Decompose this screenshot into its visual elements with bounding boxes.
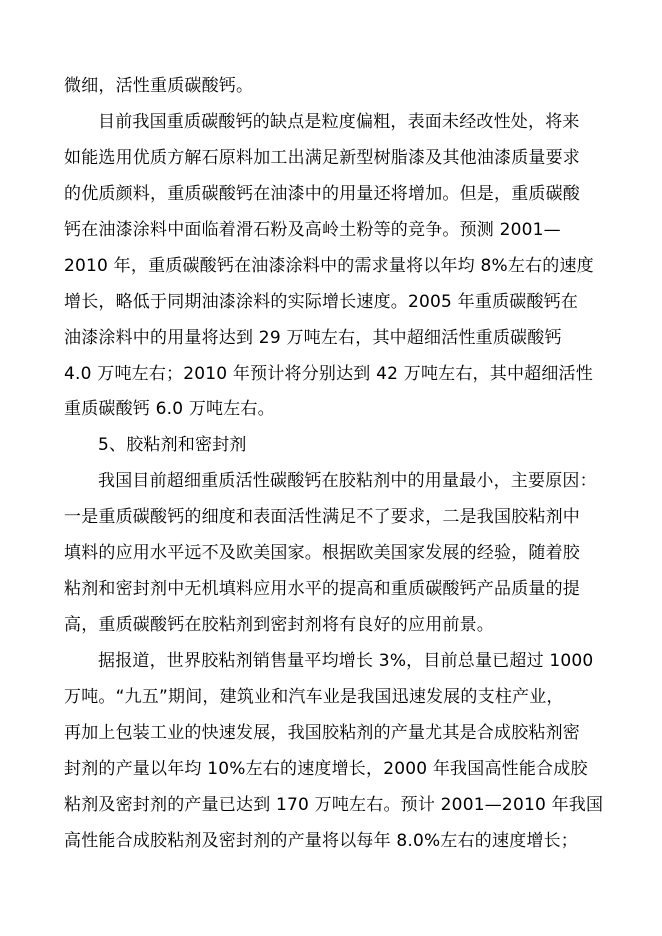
- text-line: 的优质颜料，重质碳酸钙在油漆中的用量还将增加。但是，重质碳酸: [64, 184, 580, 204]
- text-line: 粘剂及密封剂的产量已达到 170 万吨左右。预计 2001—2010 年我国: [64, 795, 604, 815]
- section-heading: 5、胶粘剂和密封剂: [98, 435, 247, 455]
- text-line: 2010 年，重质碳酸钙在油漆涂料中的需求量将以年均 8%左右的速度: [64, 256, 594, 276]
- text-line: 重质碳酸钙 6.0 万吨左右。: [64, 399, 275, 419]
- text-line: 油漆涂料中的用量将达到 29 万吨左右，其中超细活性重质碳酸钙: [64, 328, 562, 348]
- text-line: 填料的应用水平远不及欧美国家。根据欧美国家发展的经验，随着胶: [64, 543, 580, 563]
- paragraph-first-line: 目前我国重质碳酸钙的缺点是粒度偏粗，表面未经改性处，将来: [98, 112, 580, 132]
- text-line: 增长，略低于同期油漆涂料的实际增长速度。2005 年重质碳酸钙在: [64, 292, 579, 312]
- text-line: 粘剂和密封剂中无机填料应用水平的提高和重质碳酸钙产品质量的提: [64, 579, 580, 599]
- text-line: 4.0 万吨左右；2010 年预计将分别达到 42 万吨左右，其中超细活性: [64, 364, 593, 384]
- text-line: 钙在油漆涂料中面临着滑石粉及高岭土粉等的竞争。预测 2001—: [64, 220, 561, 240]
- text-line: 万吨。“九五”期间，建筑业和汽车业是我国迅速发展的支柱产业，: [64, 687, 564, 707]
- text-line: 一是重质碳酸钙的细度和表面活性满足不了要求，二是我国胶粘剂中: [64, 507, 580, 527]
- text-line: 再加上包装工业的快速发展，我国胶粘剂的产量尤其是合成胶粘剂密: [64, 723, 580, 743]
- paragraph-first-line: 据报道，世界胶粘剂销售量平均增长 3%，目前总量已超过 1000: [98, 651, 594, 671]
- text-line: 如能选用优质方解石原料加工出满足新型树脂漆及其他油漆质量要求: [64, 148, 580, 168]
- paragraph-first-line: 我国目前超细重质活性碳酸钙在胶粘剂中的用量最小，主要原因：: [98, 471, 597, 491]
- text-line: 微细，活性重质碳酸钙。: [64, 76, 254, 96]
- text-line: 高，重质碳酸钙在胶粘剂到密封剂将有良好的应用前景。: [64, 615, 494, 635]
- text-line: 封剂的产量以年均 10%左右的速度增长，2000 年我国高性能合成胶: [64, 759, 588, 779]
- text-line: 高性能合成胶粘剂及密封剂的产量将以每年 8.0%左右的速度增长；: [64, 831, 578, 851]
